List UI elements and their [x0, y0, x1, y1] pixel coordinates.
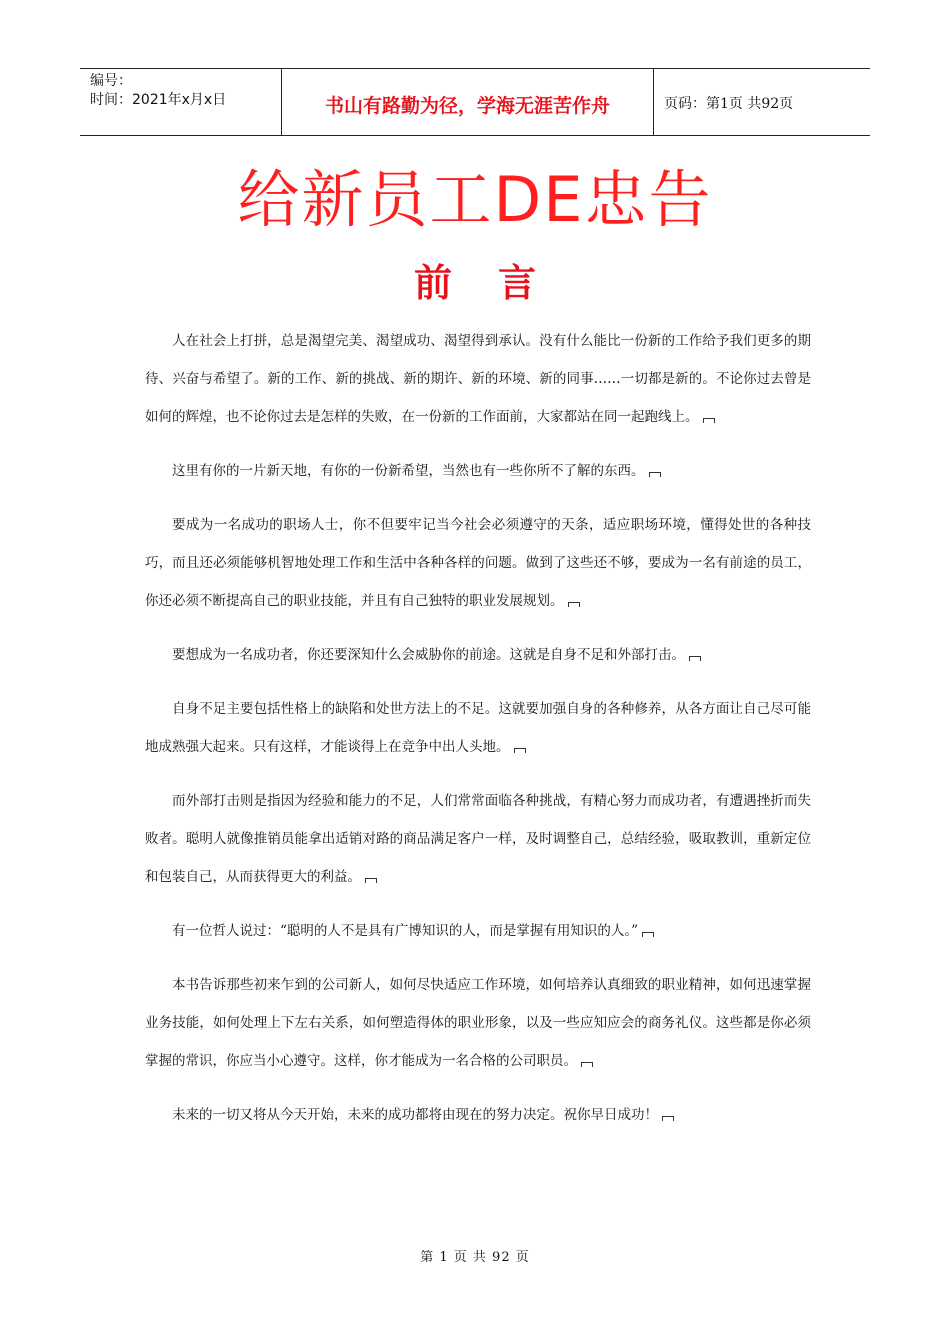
paragraph: 而外部打击则是指因为经验和能力的不足，人们常常面临各种挑战，有精心努力而成功者，有遭遇挫折而失败者。聪明人就像推销员能拿出适销对路的商品满足客户一样，及时调整自己，总结经验，吸取教训，重新定位和包装自己，从而获得更大的利益。 [145, 793, 811, 885]
header-motto: 书山有路勤为径，学海无涯苦作舟 [282, 69, 654, 135]
paragraph: 自身不足主要包括性格上的缺陷和处世方法上的不足。这就要加强自身的各种修养，从各方面让自己尽可能地成熟强大起来。只有这样，才能谈得上在竞争中出人头地。 [145, 701, 811, 755]
body-text [145, 322, 811, 1150]
page-footer: 第 1 页 共 92 页 [420, 1250, 530, 1265]
paragraph: 人在社会上打拼，总是渴望完美、渴望成功、渴望得到承认。没有什么能比一份新的工作给予我们更多的期待、兴奋与希望了。新的工作、新的挑战、新的期许、新的环境、新的同事……一切都是新的。不论你过去曾是如何的辉煌，也不论你过去是怎样的失败，在一份新的工作面前，大家都站在同一起跑线上。 [145, 333, 811, 425]
document-title: 给新员工DE忠告 [237, 163, 713, 236]
paragraph-mark-icon [642, 932, 654, 937]
paragraph: 未来的一切又将从今天开始，未来的成功都将由现在的努力决定。祝你早日成功！ [145, 1096, 811, 1134]
paragraph-mark-icon [514, 748, 526, 753]
paragraph-mark-icon [365, 878, 377, 883]
header-table [80, 68, 870, 136]
paragraph: 本书告诉那些初来乍到的公司新人，如何尽快适应工作环境，如何培养认真细致的职业精神，如何迅速掌握业务技能，如何处理上下左右关系，如何塑造得体的职业形象，以及一些应知应会的商务礼仪。这些都是你必须掌握的常识，你应当小心遵守。这样，你才能成为一名合格的公司职员。 [145, 977, 811, 1069]
paragraph-mark-icon [703, 418, 715, 423]
paragraph-mark-icon [689, 656, 701, 661]
section-title: 前言 [413, 260, 582, 305]
number-label: 编号： [90, 73, 132, 89]
header-meta-cell [80, 69, 282, 135]
paragraph-mark-icon [581, 1062, 593, 1067]
paragraph: 要想成为一名成功者，你还要深知什么会威胁你的前途。这就是自身不足和外部打击。 [145, 636, 811, 674]
time-label: 时间：2021年x月x日 [90, 92, 227, 108]
paragraph-mark-icon [662, 1116, 674, 1121]
paragraph-mark-icon [649, 472, 661, 477]
paragraph: 有一位哲人说过：“聪明的人不是具有广博知识的人，而是掌握有用知识的人。” [145, 912, 811, 950]
paragraph: 要成为一名成功的职场人士，你不但要牢记当今社会必须遵守的天条，适应职场环境，懂得处世的各种技巧，而且还必须能够机智地处理工作和生活中各种各样的问题。做到了这些还不够，要成为一名有前途的员工，你还必须不断提高自己的职业技能，并且有自己独特的职业发展规划。 [145, 517, 811, 609]
paragraph: 这里有你的一片新天地，有你的一份新希望，当然也有一些你所不了解的东西。 [145, 452, 811, 490]
paragraph-mark-icon [568, 602, 580, 607]
header-page-info: 页码：第1页 共92页 [664, 96, 794, 112]
